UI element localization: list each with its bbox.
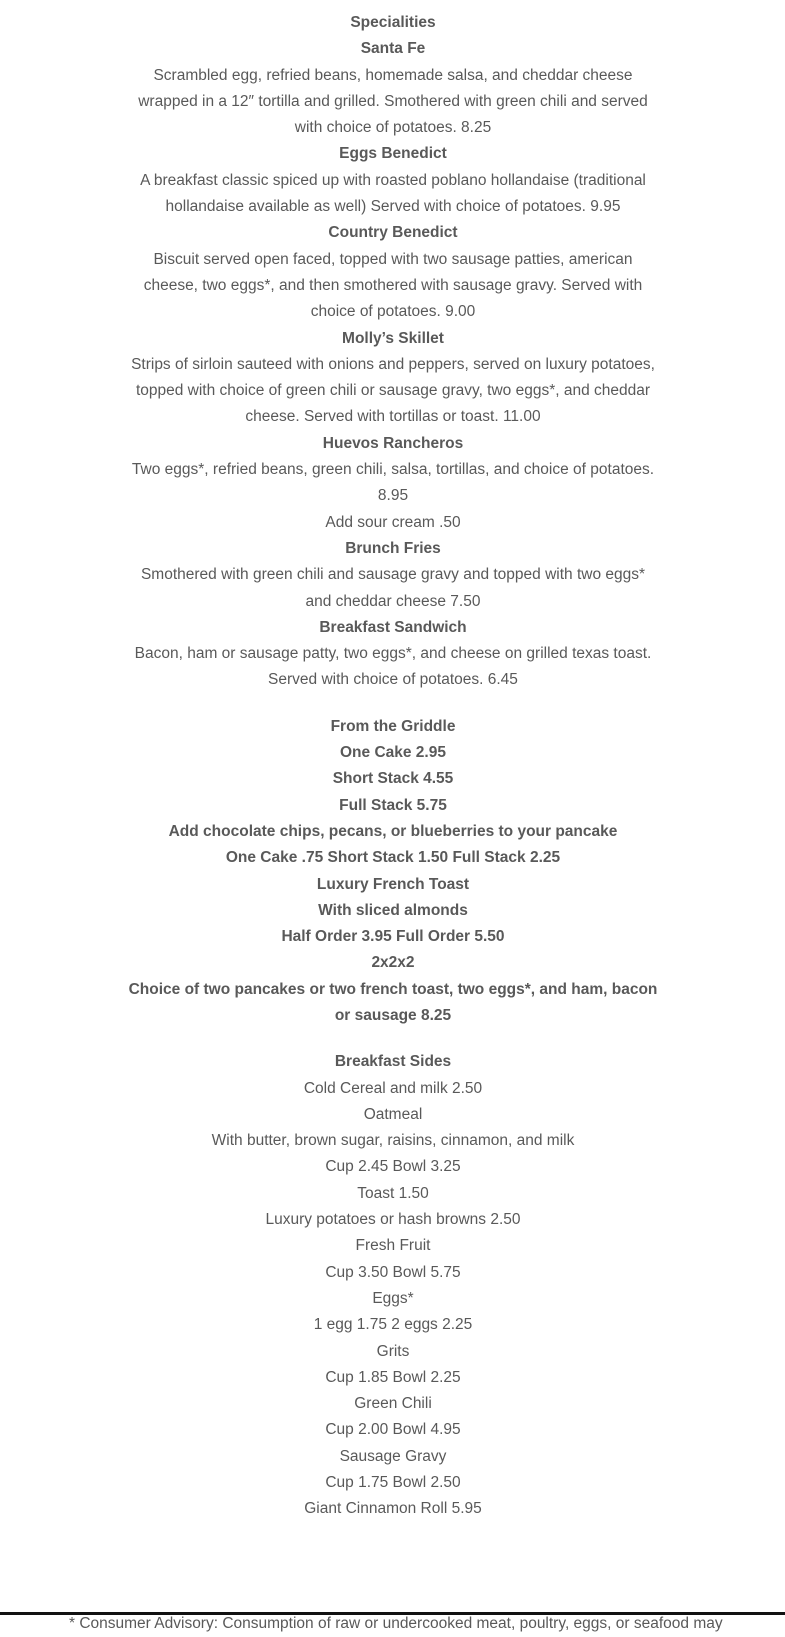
side-line: Cup 3.50 Bowl 5.75 [325, 1263, 461, 1281]
menu-item-description: Biscuit served open faced, topped with two sausage patties, american cheese, two eggs*, and then smothered with sausage gravy. Served with choice of potatoes. 9.00 [143, 250, 643, 321]
specialities-section [128, 10, 658, 694]
section-spacer [128, 1029, 658, 1049]
side-line: Luxury potatoes or hash browns 2.50 [265, 1211, 521, 1229]
breakfast-sides-section [128, 1049, 658, 1522]
side-line: Cup 1.75 Bowl 2.50 [325, 1474, 461, 1492]
side-line: Cup 2.45 Bowl 3.25 [325, 1158, 461, 1176]
side-line: Eggs* [372, 1289, 414, 1307]
side-line: Sausage Gravy [339, 1447, 447, 1465]
menu-item-description: Smothered with green chili and sausage gravy and topped with two eggs* and cheddar cheese 7.50 [140, 566, 646, 610]
menu-item-addon: Add sour cream .50 [325, 513, 461, 531]
section-heading: Specialities [350, 14, 436, 31]
side-line: With butter, brown sugar, raisins, cinnamon, and milk [211, 1132, 575, 1150]
side-line: Oatmeal [363, 1105, 423, 1123]
griddle-line: With sliced almonds [318, 901, 468, 919]
griddle-line: Add chocolate chips, pecans, or blueberries to your pancake [168, 822, 618, 840]
menu-content [128, 10, 658, 1523]
menu-item-description: Scrambled egg, refried beans, homemade salsa, and cheddar cheese wrapped in a 12″ tortilla and grilled. Smothered with green chili and served with choice of potatoes. 8.25 [138, 66, 648, 137]
section-heading: From the Griddle [330, 717, 456, 735]
griddle-line: Luxury French Toast [316, 875, 470, 893]
griddle-line: One Cake 2.95 [340, 744, 446, 762]
side-line: Cold Cereal and milk 2.50 [303, 1079, 483, 1097]
griddle-line: Short Stack 4.55 [332, 770, 454, 788]
menu-item-name: Breakfast Sandwich [319, 618, 467, 636]
menu-item-description: Strips of sirloin sauteed with onions and peppers, served on luxury potatoes, topped with choice of green chili or sausage gravy, two eggs*, and cheddar cheese. Served with tortillas or toast. 11.00 [131, 355, 655, 426]
section-spacer [128, 694, 658, 714]
menu-item-description: Bacon, ham or sausage patty, two eggs*, and cheese on grilled texas toast. Served with choice of potatoes. 6.45 [134, 645, 652, 689]
menu-item-name: Huevos Rancheros [322, 434, 464, 452]
griddle-section [128, 714, 658, 1030]
side-line: Giant Cinnamon Roll 5.95 [304, 1500, 482, 1518]
side-line: 1 egg 1.75 2 eggs 2.25 [313, 1316, 473, 1334]
side-line: Toast 1.50 [357, 1184, 429, 1202]
menu-item-description: Two eggs*, refried beans, green chili, salsa, tortillas, and choice of potatoes. 8.95 [131, 461, 655, 505]
side-line: Cup 2.00 Bowl 4.95 [325, 1421, 461, 1439]
section-heading: Breakfast Sides [334, 1053, 452, 1071]
menu-item-name: Molly’s Skillet [342, 329, 444, 347]
menu-item-name: Santa Fe [360, 40, 426, 58]
side-line: Green Chili [354, 1395, 432, 1413]
side-line: Fresh Fruit [355, 1237, 431, 1255]
menu-item-name: Eggs Benedict [339, 145, 447, 163]
menu-item-description: A breakfast classic spiced up with roasted poblano hollandaise (traditional hollandaise available as well) Served with choice of potatoes. 9.95 [140, 171, 646, 216]
griddle-line: Full Stack 5.75 [339, 796, 447, 814]
consumer-advisory: * Consumer Advisory: Consumption of raw or undercooked meat, poultry, eggs, or seafood may [69, 1614, 723, 1632]
griddle-line: Choice of two pancakes or two french toast, two eggs*, and ham, bacon or sausage 8.25 [128, 980, 658, 1024]
griddle-line: Half Order 3.95 Full Order 5.50 [281, 928, 505, 946]
griddle-line: One Cake .75 Short Stack 1.50 Full Stack 2.25 [225, 849, 561, 867]
menu-item-name: Brunch Fries [345, 539, 441, 557]
griddle-line: 2x2x2 [371, 954, 415, 972]
side-line: Grits [376, 1342, 410, 1360]
side-line: Cup 1.85 Bowl 2.25 [325, 1368, 461, 1386]
menu-item-name: Country Benedict [328, 224, 458, 242]
